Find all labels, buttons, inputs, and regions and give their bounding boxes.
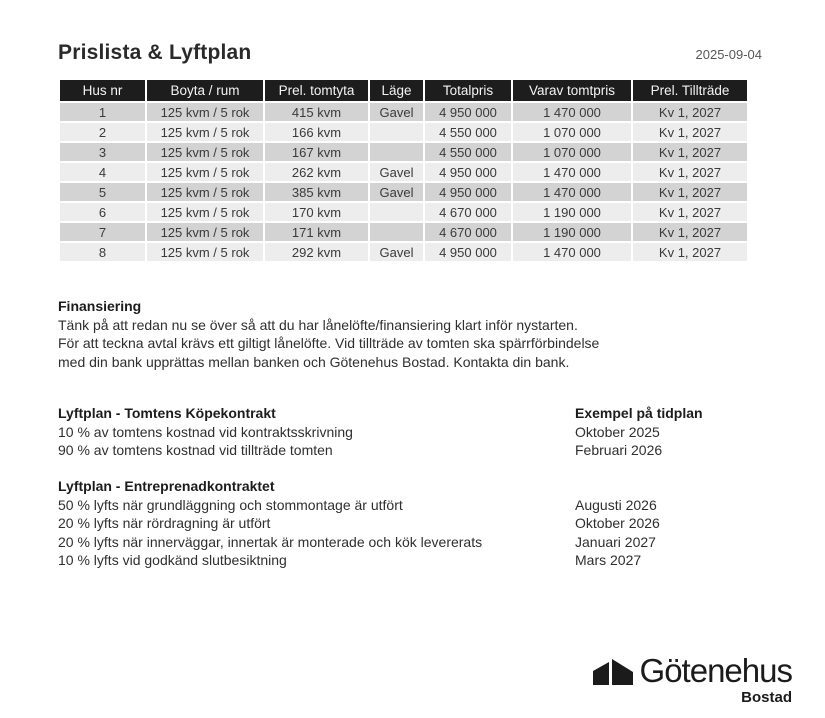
cell-prel-tilltrade: Kv 1, 2027 <box>632 202 748 222</box>
cell-prel-tilltrade: Kv 1, 2027 <box>632 102 748 122</box>
cell-lage: Gavel <box>369 242 424 262</box>
cell-totalpris: 4 670 000 <box>424 202 512 222</box>
cell-hus-nr: 4 <box>59 162 146 182</box>
lyftplan-item <box>58 514 768 533</box>
cell-prel-tilltrade: Kv 1, 2027 <box>632 142 748 162</box>
cell-totalpris: 4 950 000 <box>424 162 512 182</box>
cell-varav-tomtpris: 1 470 000 <box>512 102 632 122</box>
cell-totalpris: 4 670 000 <box>424 222 512 242</box>
cell-lage <box>369 222 424 242</box>
cell-lage <box>369 122 424 142</box>
cell-prel-tilltrade: Kv 1, 2027 <box>632 122 748 142</box>
lyftplan-2-right-heading <box>575 477 768 496</box>
cell-totalpris: 4 550 000 <box>424 142 512 162</box>
cell-varav-tomtpris: 1 190 000 <box>512 202 632 222</box>
house-mark-icon <box>593 659 633 685</box>
cell-hus-nr: 3 <box>59 142 146 162</box>
lyftplan-entreprenadkontraktet-section <box>58 477 768 570</box>
lyftplan-item <box>58 533 768 552</box>
cell-prel-tilltrade: Kv 1, 2027 <box>632 242 748 262</box>
table-row <box>59 122 748 142</box>
cell-totalpris: 4 950 000 <box>424 242 512 262</box>
cell-varav-tomtpris: 1 070 000 <box>512 142 632 162</box>
table-row <box>59 222 748 242</box>
lyftplan-item-date: Augusti 2026 <box>575 496 657 513</box>
cell-lage <box>369 142 424 162</box>
lyftplan-item <box>58 551 768 570</box>
cell-hus-nr: 2 <box>59 122 146 142</box>
finansiering-line: För att teckna avtal krävs ett giltigt lånelöfte. Vid tillträde av tomten ska spärrförbindelse <box>58 335 600 351</box>
lyftplan-item <box>58 496 768 515</box>
table-row <box>59 202 748 222</box>
cell-hus-nr: 5 <box>59 182 146 202</box>
cell-boyta-rum: 125 kvm / 5 rok <box>146 202 264 222</box>
lyftplan-2-heading: Lyftplan - Entreprenadkontraktet <box>58 478 275 494</box>
table-row <box>59 162 748 182</box>
cell-lage <box>369 202 424 222</box>
col-header-prel-tomtyta: Prel. tomtyta <box>264 79 369 102</box>
finansiering-heading: Finansiering <box>58 298 142 314</box>
col-header-hus-nr: Hus nr <box>59 79 146 102</box>
page-title: Prislista & Lyftplan <box>58 41 252 64</box>
price-table <box>58 78 749 263</box>
cell-varav-tomtpris: 1 190 000 <box>512 222 632 242</box>
lyftplan-item-date: Mars 2027 <box>575 552 642 568</box>
finansiering-section <box>58 297 768 371</box>
lyftplan-item <box>58 441 768 460</box>
cell-prel-tomtyta: 170 kvm <box>264 202 369 222</box>
cell-prel-tilltrade: Kv 1, 2027 <box>632 182 748 202</box>
cell-prel-tilltrade: Kv 1, 2027 <box>632 162 748 182</box>
lyftplan-item-text: 50 % lyfts när grundläggning och stommontage är utfört <box>58 496 403 513</box>
cell-hus-nr: 1 <box>59 102 146 122</box>
cell-prel-tomtyta: 171 kvm <box>264 222 369 242</box>
lyftplan-item-text: 10 % av tomtens kostnad vid kontraktsskrivning <box>58 423 353 440</box>
col-header-varav-tomtpris: Varav tomtpris <box>512 79 632 102</box>
table-row <box>59 102 748 122</box>
logo-sub-text: Bostad <box>741 689 792 706</box>
table-row <box>59 142 748 162</box>
cell-varav-tomtpris: 1 470 000 <box>512 242 632 262</box>
col-header-totalpris: Totalpris <box>424 79 512 102</box>
cell-boyta-rum: 125 kvm / 5 rok <box>146 122 264 142</box>
cell-prel-tomtyta: 166 kvm <box>264 122 369 142</box>
lyftplan-item <box>58 423 768 442</box>
cell-varav-tomtpris: 1 470 000 <box>512 182 632 202</box>
lyftplan-item-date: Oktober 2026 <box>575 515 660 531</box>
col-header-prel-tilltrade: Prel. Tillträde <box>632 79 748 102</box>
cell-prel-tomtyta: 167 kvm <box>264 142 369 162</box>
cell-prel-tilltrade: Kv 1, 2027 <box>632 222 748 242</box>
lyftplan-item-text: 90 % av tomtens kostnad vid tillträde tomten <box>58 442 333 458</box>
cell-totalpris: 4 950 000 <box>424 182 512 202</box>
lyftplan-item-date: Januari 2027 <box>575 533 656 550</box>
lyftplan-item-text: 10 % lyfts vid godkänd slutbesiktning <box>58 552 287 568</box>
table-row <box>59 242 748 262</box>
cell-prel-tomtyta: 292 kvm <box>264 242 369 262</box>
finansiering-line: Tänk på att redan nu se över så att du har lånelöfte/finansiering klart inför nystarten. <box>58 316 578 333</box>
finansiering-line: med din bank upprättas mellan banken och Götenehus Bostad. Kontakta din bank. <box>58 353 570 370</box>
cell-varav-tomtpris: 1 070 000 <box>512 122 632 142</box>
lyftplan-item-text: 20 % lyfts när rördragning är utfört <box>58 515 271 531</box>
cell-boyta-rum: 125 kvm / 5 rok <box>146 162 264 182</box>
cell-boyta-rum: 125 kvm / 5 rok <box>146 142 264 162</box>
gotenehus-logo <box>593 654 792 706</box>
logo-brand-text: Götenehus <box>639 652 792 689</box>
cell-hus-nr: 8 <box>59 242 146 262</box>
cell-lage: Gavel <box>369 162 424 182</box>
cell-boyta-rum: 125 kvm / 5 rok <box>146 242 264 262</box>
tidplan-heading: Exempel på tidplan <box>575 405 703 421</box>
cell-lage: Gavel <box>369 102 424 122</box>
cell-prel-tomtyta: 262 kvm <box>264 162 369 182</box>
cell-boyta-rum: 125 kvm / 5 rok <box>146 222 264 242</box>
cell-hus-nr: 6 <box>59 202 146 222</box>
lyftplan-item-date: Februari 2026 <box>575 442 663 458</box>
table-row <box>59 182 748 202</box>
lyftplan-tomtens-kopekontrakt-section <box>58 404 768 460</box>
col-header-boyta-rum: Boyta / rum <box>146 79 264 102</box>
cell-boyta-rum: 125 kvm / 5 rok <box>146 102 264 122</box>
cell-varav-tomtpris: 1 470 000 <box>512 162 632 182</box>
cell-totalpris: 4 550 000 <box>424 122 512 142</box>
cell-lage: Gavel <box>369 182 424 202</box>
table-header-row <box>59 79 748 102</box>
lyftplan-item-text: 20 % lyfts när innerväggar, innertak är monterade och kök levererats <box>58 533 483 550</box>
cell-boyta-rum: 125 kvm / 5 rok <box>146 182 264 202</box>
document-date: 2025-09-04 <box>695 47 762 62</box>
cell-totalpris: 4 950 000 <box>424 102 512 122</box>
cell-prel-tomtyta: 385 kvm <box>264 182 369 202</box>
lyftplan-1-heading: Lyftplan - Tomtens Köpekontrakt <box>58 405 276 421</box>
cell-prel-tomtyta: 415 kvm <box>264 102 369 122</box>
lyftplan-item-date: Oktober 2025 <box>575 423 660 440</box>
cell-hus-nr: 7 <box>59 222 146 242</box>
col-header-lage: Läge <box>369 79 424 102</box>
